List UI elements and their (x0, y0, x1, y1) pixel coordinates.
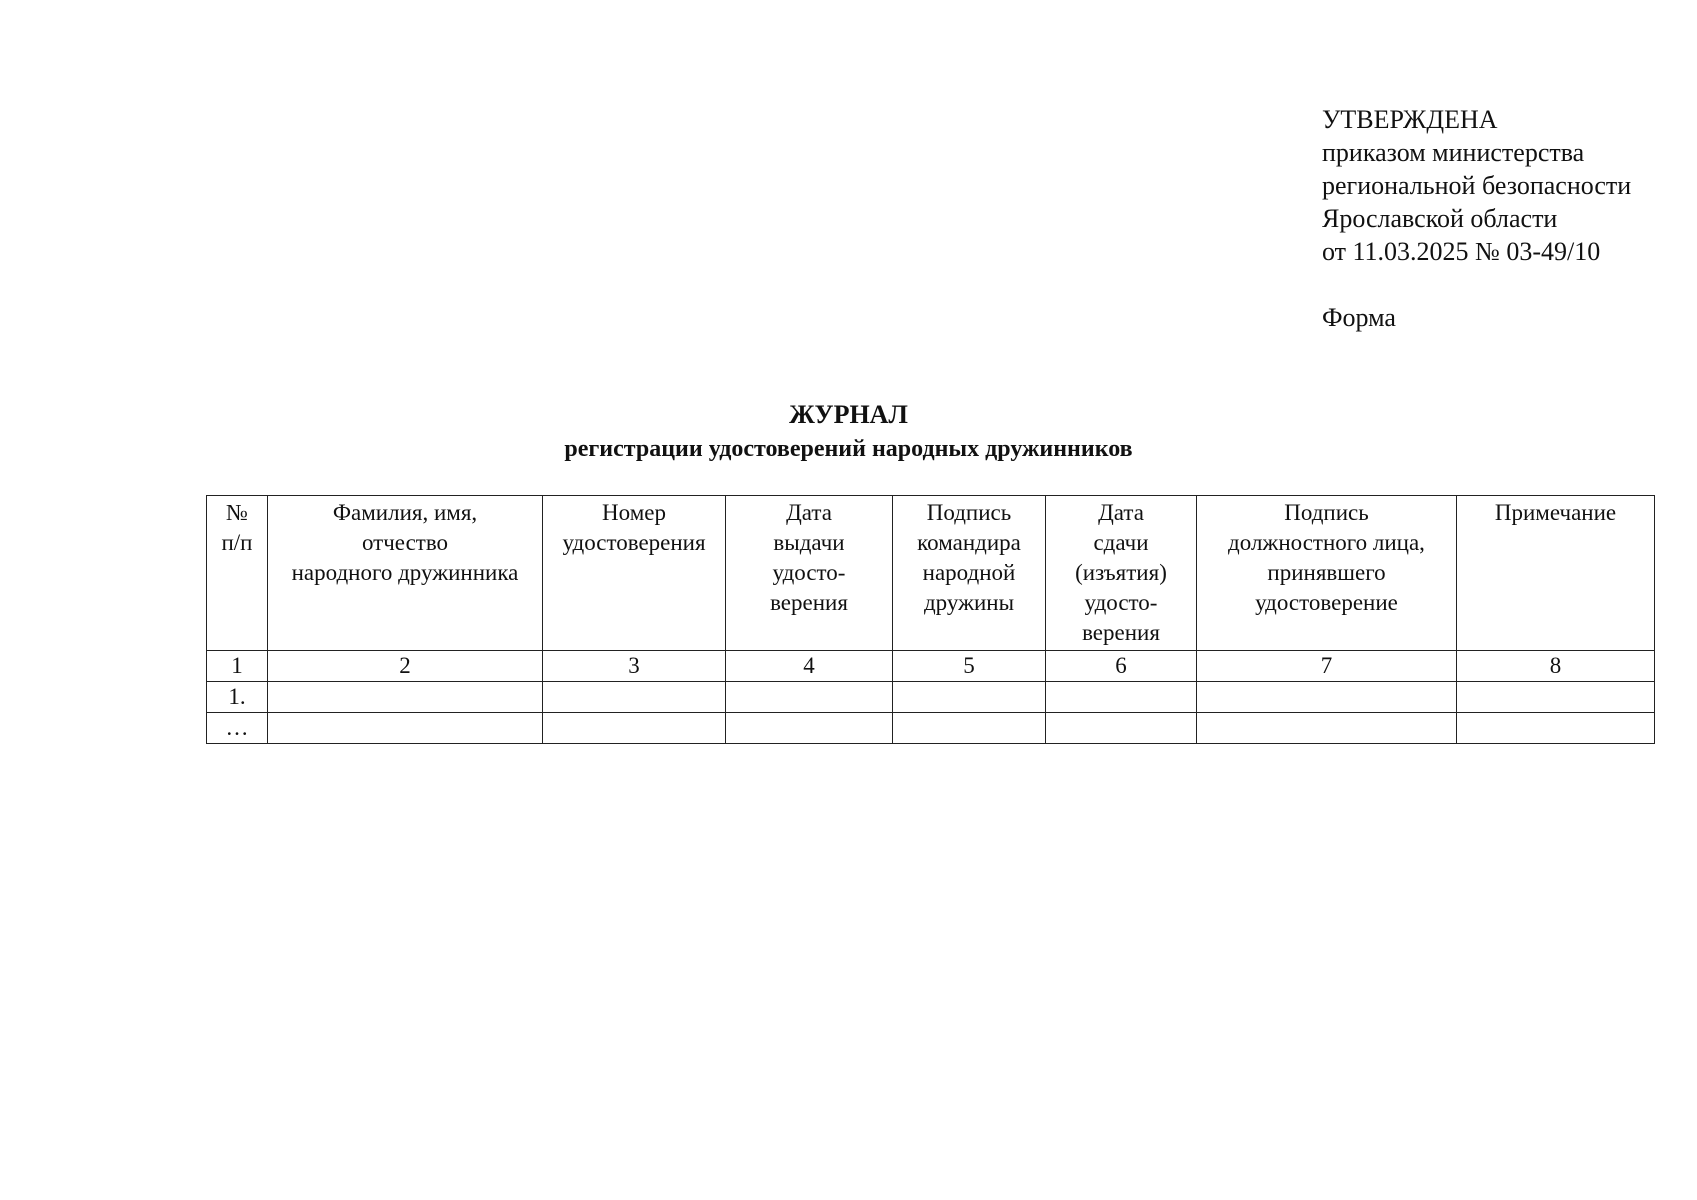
header-row (207, 496, 1655, 651)
table-row (207, 713, 1655, 744)
column-number-row (207, 651, 1655, 682)
header-certificate-number: Номер удостоверения (543, 496, 726, 651)
full-name-cell (268, 682, 543, 713)
column-number: 2 (268, 651, 543, 682)
table-row (207, 682, 1655, 713)
journal-title: ЖУРНАЛ (789, 400, 908, 429)
approval-region-line: Ярославской области (1322, 204, 1558, 233)
header-note: Примечание (1457, 496, 1655, 651)
column-number: 8 (1457, 651, 1655, 682)
journal-table (206, 495, 1655, 744)
header-official-signature: Подпись должностного лица, принявшего удостоверение (1197, 496, 1457, 651)
note-cell (1457, 713, 1655, 744)
approval-order-line: приказом министерства (1322, 138, 1585, 167)
header-full-name: Фамилия, имя, отчество народного дружинника (268, 496, 543, 651)
return-date-cell (1046, 713, 1197, 744)
column-number: 3 (543, 651, 726, 682)
column-number: 5 (893, 651, 1046, 682)
approval-ministry-line: региональной безопасности (1322, 171, 1632, 200)
column-number: 6 (1046, 651, 1197, 682)
column-number: 4 (726, 651, 893, 682)
column-number: 7 (1197, 651, 1457, 682)
column-number: 1 (207, 651, 268, 682)
certificate-number-cell (543, 682, 726, 713)
note-cell (1457, 682, 1655, 713)
row-number-cell: 1. (207, 682, 268, 713)
commander-signature-cell (893, 682, 1046, 713)
commander-signature-cell (893, 713, 1046, 744)
header-commander-signature: Подпись командира народной дружины (893, 496, 1046, 651)
approval-stamp (1322, 103, 1631, 334)
form-label: Форма (1322, 303, 1396, 332)
official-signature-cell (1197, 682, 1457, 713)
return-date-cell (1046, 682, 1197, 713)
journal-subtitle: регистрации удостоверений народных дружинников (564, 436, 1133, 462)
approval-title: УТВЕРЖДЕНА (1322, 105, 1498, 134)
approval-date-number: от 11.03.2025 № 03-49/10 (1322, 237, 1601, 266)
row-number-cell: … (207, 713, 268, 744)
header-issue-date: Дата выдачи удосто- верения (726, 496, 893, 651)
header-return-date: Дата сдачи (изъятия) удосто- верения (1046, 496, 1197, 651)
full-name-cell (268, 713, 543, 744)
issue-date-cell (726, 713, 893, 744)
header-number: № п/п (207, 496, 268, 651)
document-title (0, 398, 1697, 466)
certificate-number-cell (543, 713, 726, 744)
official-signature-cell (1197, 713, 1457, 744)
issue-date-cell (726, 682, 893, 713)
